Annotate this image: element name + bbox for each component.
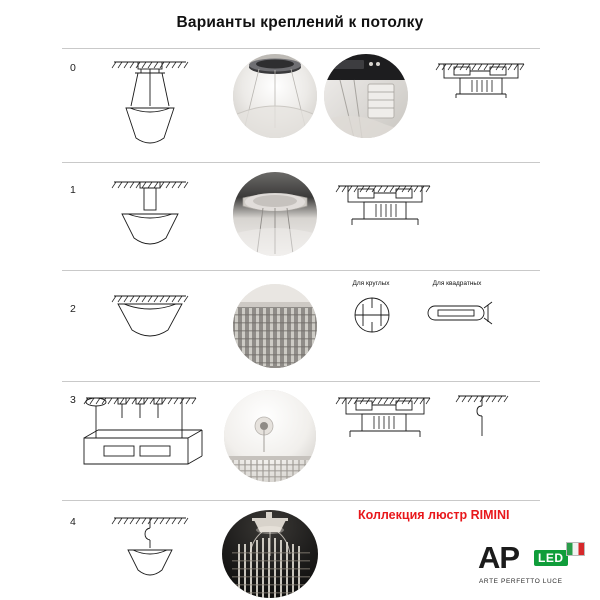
photo-row4-crystal-chandelier [222,510,318,598]
drawing-row2-flush [100,288,200,358]
brand-logo [478,540,590,592]
logo-badge-led: LED [534,550,568,566]
drawing-row2-round-bracket [346,292,398,338]
photo-row0-terminal-block [324,54,408,138]
row-separator-0 [62,48,540,49]
photo-row2-crystal-strands [233,284,317,368]
label-round-mount: Для круглых [352,280,390,287]
row-number-2: 2 [70,303,76,315]
drawing-row3-section [330,388,440,468]
drawing-row4-small-dome [100,508,200,586]
row-number-3: 3 [70,394,76,406]
row-separator-3 [62,381,540,382]
row-separator-2 [62,270,540,271]
row-number-1: 1 [70,184,76,196]
drawing-row2-square-bracket [424,296,496,332]
photo-row0-canopy [233,54,317,138]
photo-row1-mount-plate [233,172,317,256]
label-square-mount: Для квадратных [432,280,482,287]
collection-label: Коллекция люстр RIMINI [358,508,510,522]
italy-flag-icon [566,542,585,556]
page-title: Варианты креплений к потолку [176,14,424,31]
row-number-4: 4 [70,516,76,528]
drawing-row1-semiflush [100,172,200,260]
row-separator-4 [62,500,540,501]
drawing-row0-section [430,54,530,134]
drawing-row3-hook [452,388,512,444]
drawing-row3-rect-pendant [68,388,204,486]
drawing-row1-section [330,176,440,256]
photo-row3-ceiling-hole [224,390,316,482]
row-separator-1 [62,162,540,163]
drawing-row0-pendant [100,54,200,154]
logo-mark-ap: AP [478,540,520,575]
logo-tagline: ARTE PERFETTO LUCE [479,578,563,585]
row-number-0: 0 [70,62,76,74]
